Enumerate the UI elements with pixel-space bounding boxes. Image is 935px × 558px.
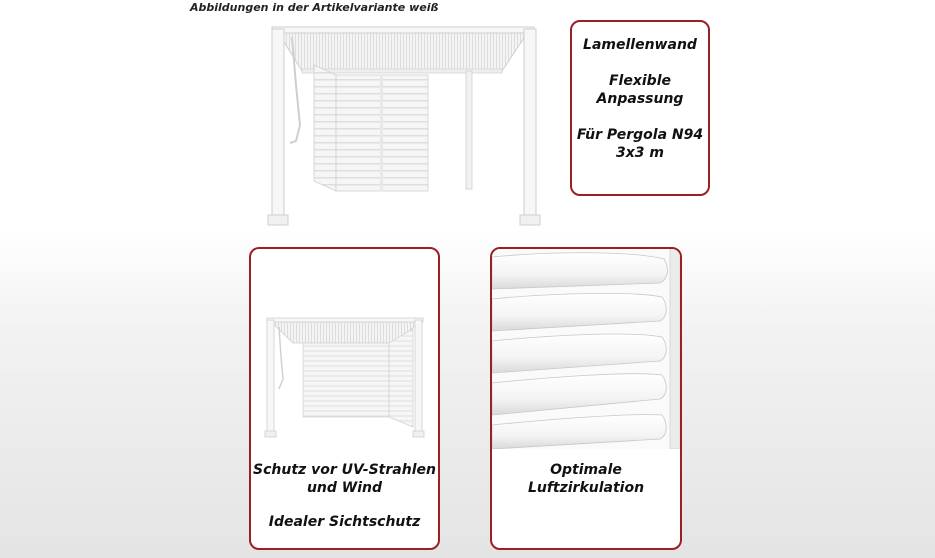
uv-line-a: Schutz vor UV-Strahlen [253,462,436,478]
pergola-image [262,25,552,230]
compat-line-b: 3x3 m [616,145,664,161]
feature-line-1b: Anpassung [596,91,684,107]
slats-closeup-image [492,249,680,449]
feature-line-1a: Flexible [608,73,671,89]
uv-protection-card [249,247,440,550]
product-name: Lamellenwand [583,37,697,53]
pergola-corner-image [263,317,428,441]
air-line-b: Luftzirkulation [527,480,645,496]
compat-line-a: Für Pergola N94 [576,127,704,143]
image-caption: Abbildungen in der Artikelvariante weiß [190,1,439,14]
privacy-line: Idealer Sichtschutz [268,514,421,530]
info-card [570,20,710,196]
air-line-a: Optimale [550,462,622,478]
uv-line-b: und Wind [306,480,383,496]
air-circulation-card [490,247,682,550]
